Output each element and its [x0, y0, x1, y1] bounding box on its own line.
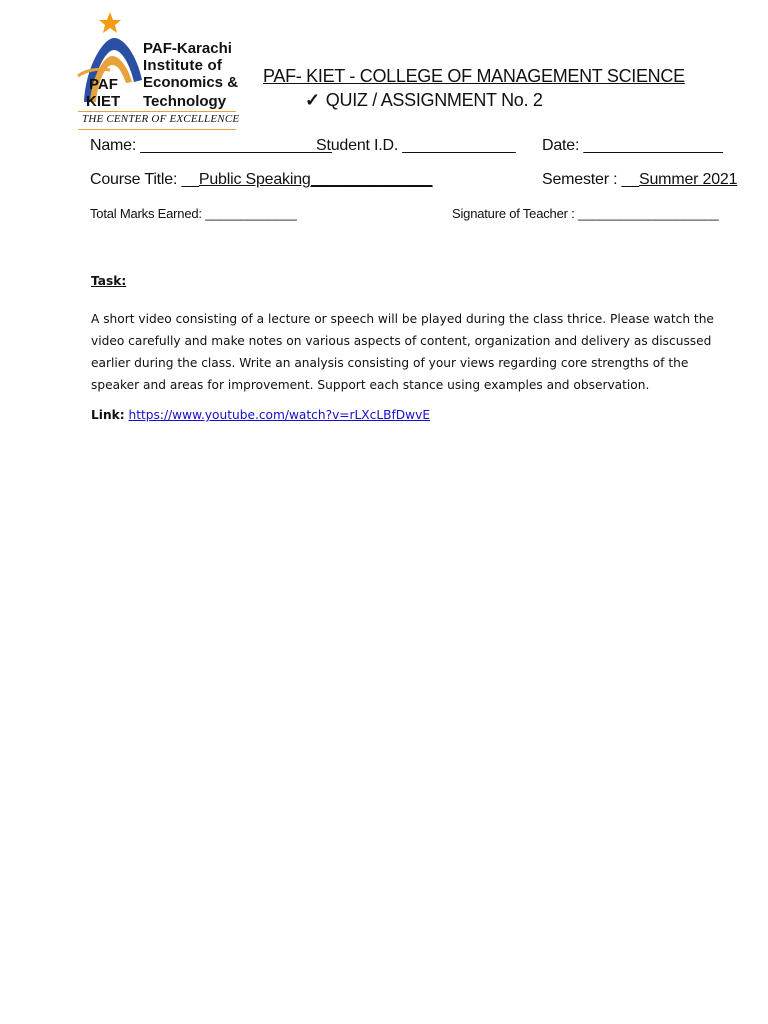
- assignment-title: [305, 90, 543, 111]
- name-field: Name: ______________________: [90, 137, 332, 154]
- course-title-label: Course Title: __: [90, 171, 199, 188]
- logo-kiet-text: KIET: [86, 93, 121, 110]
- course-title-value: Public Speaking______________: [198, 171, 433, 188]
- link-label: Link:: [91, 408, 125, 422]
- logo-rule-bottom: [78, 129, 236, 130]
- institute-logo: [76, 10, 238, 132]
- task-heading: Task:: [91, 274, 127, 288]
- logo-paf-text: PAF: [89, 76, 118, 93]
- student-id-field: Student I.D. _____________: [316, 137, 516, 154]
- institute-name-line2: Institute of: [143, 57, 223, 74]
- total-marks-field: Total Marks Earned: _____________: [90, 206, 297, 221]
- semester-field: [542, 171, 737, 189]
- task-description: A short video consisting of a lecture or speech will be played during the class thrice. Please watch the video carefully and make notes on various aspects of content, organization and delivery as discussed earlier during the class. Write an analysis consisting of your views regarding core strengths of the speaker and areas for improvement. Support each stance using examples and observation.: [91, 312, 714, 392]
- link-row: [91, 408, 430, 422]
- semester-value: Summer 2021: [639, 171, 738, 188]
- video-link[interactable]: https://www.youtube.com/watch?v=rLXcLBfDwvE: [128, 408, 431, 422]
- logo-rule-top: [78, 111, 236, 112]
- check-icon: ✓: [305, 90, 320, 110]
- date-field: Date: ________________: [542, 137, 723, 154]
- semester-label: Semester : __: [542, 171, 640, 188]
- institute-name-line1: PAF-Karachi: [143, 40, 232, 57]
- institute-name-line4: Technology: [143, 93, 227, 110]
- course-title-field: [90, 171, 432, 189]
- institute-name-line3: Economics &: [143, 74, 239, 91]
- college-title: PAF- KIET - COLLEGE OF MANAGEMENT SCIENCE: [263, 66, 685, 86]
- assignment-title-text: QUIZ / ASSIGNMENT No. 2: [325, 90, 543, 110]
- teacher-signature-field: Signature of Teacher : ____________________: [452, 206, 719, 221]
- logo-tagline: THE CENTER OF EXCELLENCE: [82, 113, 240, 125]
